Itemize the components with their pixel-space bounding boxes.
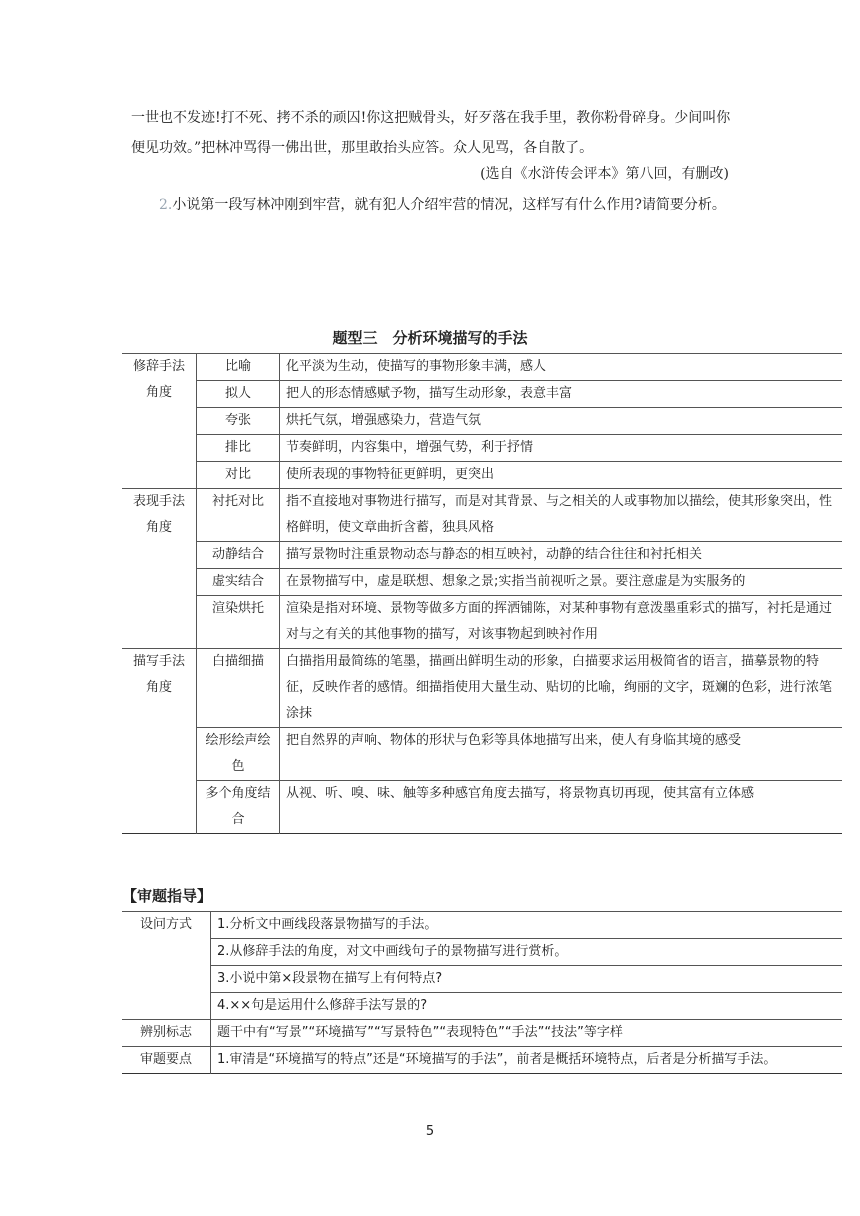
table-row [122, 489, 842, 542]
guide-mark-label: 辨别标志 [122, 1020, 211, 1047]
table-row [122, 408, 842, 435]
category-rhetoric: 修辞手法角度 [122, 354, 197, 489]
table-row [122, 1020, 842, 1047]
table-row [122, 462, 842, 489]
technique-name: 拟人 [197, 381, 280, 408]
table-row [122, 781, 842, 834]
technique-desc: 指不直接地对事物进行描写，而是对其背景、与之相关的人或事物加以描绘，使其形象突出，性格鲜明，使文章曲折含蓄，独具风格 [280, 489, 843, 542]
technique-name: 多个角度结合 [197, 781, 280, 834]
technique-desc: 白描指用最简练的笔墨，描画出鲜明生动的形象，白描要求运用极简省的语言，描摹景物的特征，反映作者的感情。细描指使用大量生动、贴切的比喻，绚丽的文字，斑斓的色彩，进行浓笔涂抹 [280, 649, 843, 728]
guide-key-text: 1.审清是“环境描写的特点”还是“环境描写的手法”，前者是概括环境特点，后者是分析描写手法。 [211, 1047, 843, 1074]
guide-title: 【审题指导】 [122, 887, 213, 905]
technique-desc: 渲染是指对环境、景物等做多方面的挥洒铺陈，对某种事物有意泼墨重彩式的描写，衬托是通过对与之有关的其他事物的描写，对该事物起到映衬作用 [280, 596, 843, 649]
technique-name: 渲染烘托 [197, 596, 280, 649]
technique-desc: 描写景物时注重景物动态与静态的相互映衬，动静的结合往往和衬托相关 [280, 542, 843, 569]
category-expression: 表现手法角度 [122, 489, 197, 649]
table-row [122, 1047, 842, 1074]
technique-name: 白描细描 [197, 649, 280, 728]
guide-key-label: 审题要点 [122, 1047, 211, 1074]
technique-name: 夸张 [197, 408, 280, 435]
guide-ask-item: 2.从修辞手法的角度，对文中画线句子的景物描写进行赏析。 [211, 939, 843, 966]
technique-name: 对比 [197, 462, 280, 489]
table-row [122, 542, 842, 569]
technique-desc: 在景物描写中，虚是联想、想象之景;实指当前视听之景。要注意虚是为实服务的 [280, 569, 843, 596]
table-row [122, 939, 842, 966]
question-2-number: 2. [159, 197, 173, 213]
table-row [122, 966, 842, 993]
table-row [122, 596, 842, 649]
technique-name: 比喻 [197, 354, 280, 381]
table-row [122, 912, 842, 939]
table-row [122, 435, 842, 462]
technique-name: 绘形绘声绘色 [197, 728, 280, 781]
table-row [122, 381, 842, 408]
technique-name: 虚实结合 [197, 569, 280, 596]
table-row [122, 993, 842, 1020]
table-row [122, 649, 842, 728]
table-row [122, 569, 842, 596]
technique-desc: 使所表现的事物特征更鲜明，更突出 [280, 462, 843, 489]
technique-name: 动静结合 [197, 542, 280, 569]
techniques-table [122, 353, 842, 834]
passage-text: 一世也不发迹!打不死、拷不杀的顽囚!你这把贼骨头，好歹落在我手里，教你粉骨碎身。少间叫你便见功效。”把林冲骂得一佛出世，那里敢抬头应答。众人见骂，各自散了。 [131, 110, 731, 156]
section-title: 题型三 分析环境描写的手法 [332, 329, 528, 347]
technique-desc: 节奏鲜明，内容集中，增强气势，利于抒情 [280, 435, 843, 462]
guide-ask-item: 1.分析文中画线段落景物描写的手法。 [211, 912, 843, 939]
technique-name: 排比 [197, 435, 280, 462]
technique-desc: 把自然界的声响、物体的形状与色彩等具体地描写出来，使人有身临其境的感受 [280, 728, 843, 781]
technique-desc: 把人的形态情感赋予物，描写生动形象，表意丰富 [280, 381, 843, 408]
technique-desc: 化平淡为生动，使描写的事物形象丰满，感人 [280, 354, 843, 381]
page-number: 5 [425, 1124, 435, 1139]
question-2-text: 小说第一段写林冲刚到牢营，就有犯人介绍牢营的情况，这样写有什么作用?请简要分析。 [172, 197, 726, 213]
table-row [122, 354, 842, 381]
guide-mark-text: 题干中有“写景”“环境描写”“写景特色”“表现特色”“手法”“技法”等字样 [211, 1020, 843, 1047]
guide-table [122, 911, 842, 1074]
question-2 [131, 190, 731, 220]
guide-ask-item: 4.××句是运用什么修辞手法写景的? [211, 993, 843, 1020]
technique-desc: 从视、听、嗅、味、触等多种感官角度去描写，将景物真切再现，使其富有立体感 [280, 781, 843, 834]
passage-source: (选自《水浒传会评本》第八回，有删改) [480, 166, 729, 182]
category-description: 描写手法角度 [122, 649, 197, 834]
table-row [122, 728, 842, 781]
guide-ask-label: 设问方式 [122, 912, 211, 1020]
technique-name: 衬托对比 [197, 489, 280, 542]
guide-ask-item: 3.小说中第×段景物在描写上有何特点? [211, 966, 843, 993]
technique-desc: 烘托气氛，增强感染力，营造气氛 [280, 408, 843, 435]
